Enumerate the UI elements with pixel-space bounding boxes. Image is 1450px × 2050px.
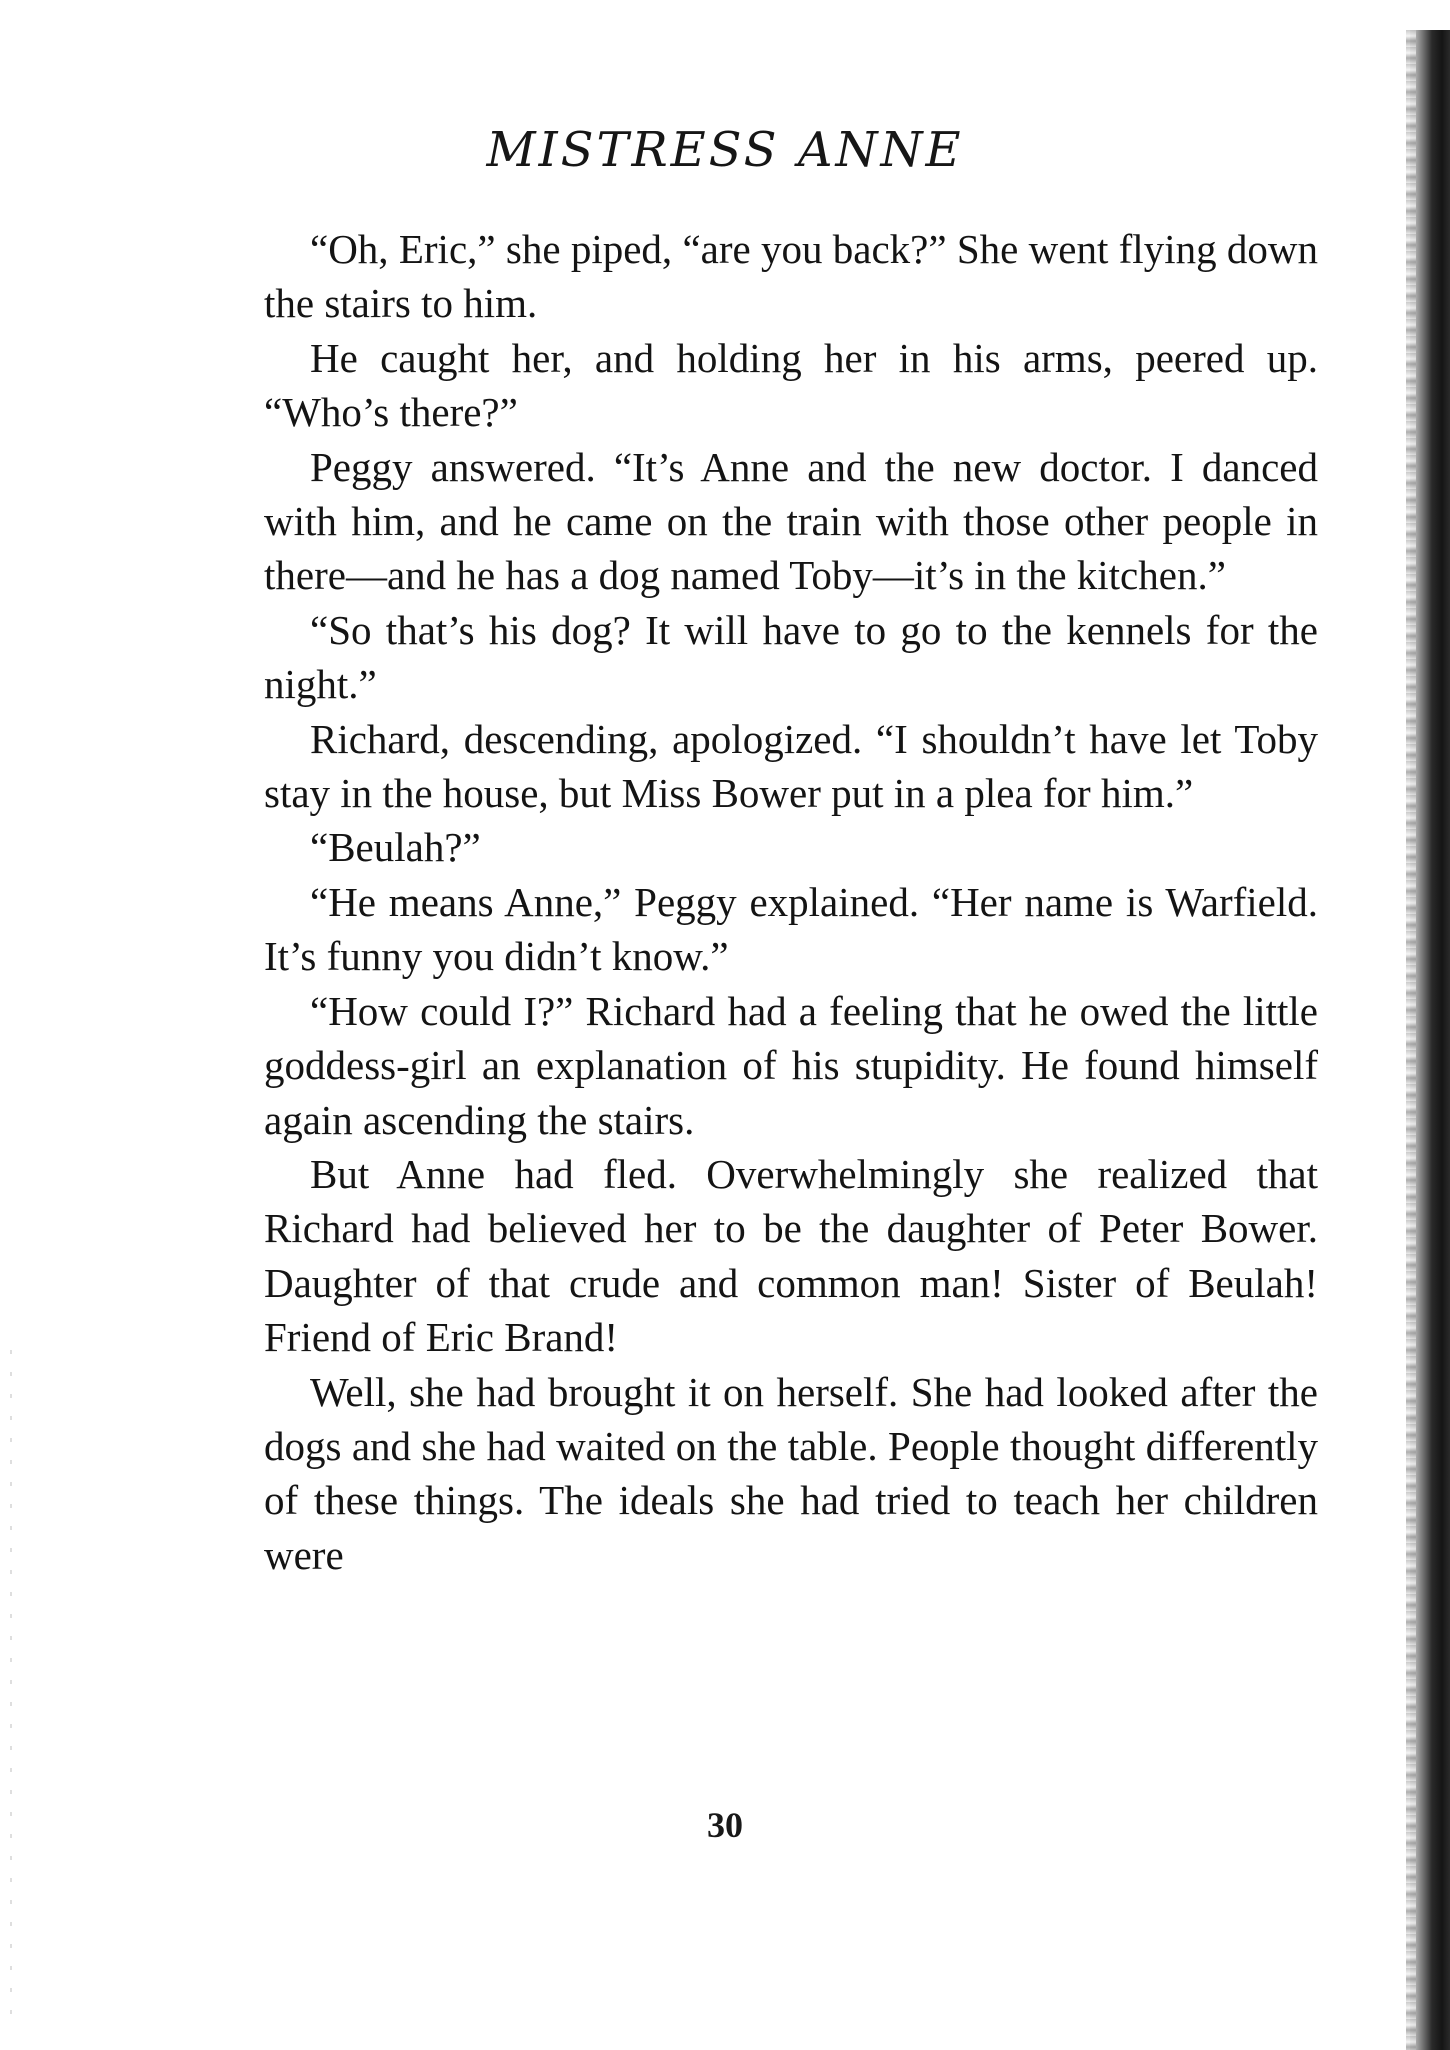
paragraph-5: Richard, descending, apologized. “I shouldn’t have let Toby stay in the house, but Miss Bower put in a plea for him.” xyxy=(264,715,1318,817)
paragraph-10: Well, she had brought it on herself. She had looked after the dogs and she had waited on the table. People thought differently of these things. The ideals she had tried to teach her children were xyxy=(264,1368,1318,1578)
page-number: 30 xyxy=(707,1805,743,1845)
binding-edge-texture xyxy=(1406,30,1416,2050)
running-head: MISTRESS ANNE xyxy=(486,122,964,178)
book-binding-edge xyxy=(1410,30,1450,2050)
paragraph-4: “So that’s his dog? It will have to go to the kennels for the night.” xyxy=(264,606,1318,708)
body-text xyxy=(264,222,1318,1582)
paragraph-6: “Beulah?” xyxy=(310,824,481,871)
scan-gutter-mark xyxy=(10,1350,12,2030)
paragraph-2: He caught her, and holding her in his arms, peered up. “Who’s there?” xyxy=(264,334,1318,436)
paragraph-8: “How could I?” Richard had a feeling that he owed the little goddess-girl an explanation of his stupidity. He found himself again ascending the stairs. xyxy=(264,987,1318,1143)
paragraph-7: “He means Anne,” Peggy explained. “Her name is Warfield. It’s funny you didn’t know.” xyxy=(264,878,1318,980)
paragraph-9: But Anne had fled. Overwhelmingly she realized that Richard had believed her to be the daughter of Peter Bower. Daughter of that crude and common man! Sister of Beulah! Friend of Eric Brand! xyxy=(264,1150,1318,1361)
paragraph-3: Peggy answered. “It’s Anne and the new doctor. I danced with him, and he came on the train with those other people in there—and he has a dog named Toby—it’s in the kitchen.” xyxy=(264,443,1318,599)
paragraph-1: “Oh, Eric,” she piped, “are you back?” She went flying down the stairs to him. xyxy=(264,226,1318,327)
